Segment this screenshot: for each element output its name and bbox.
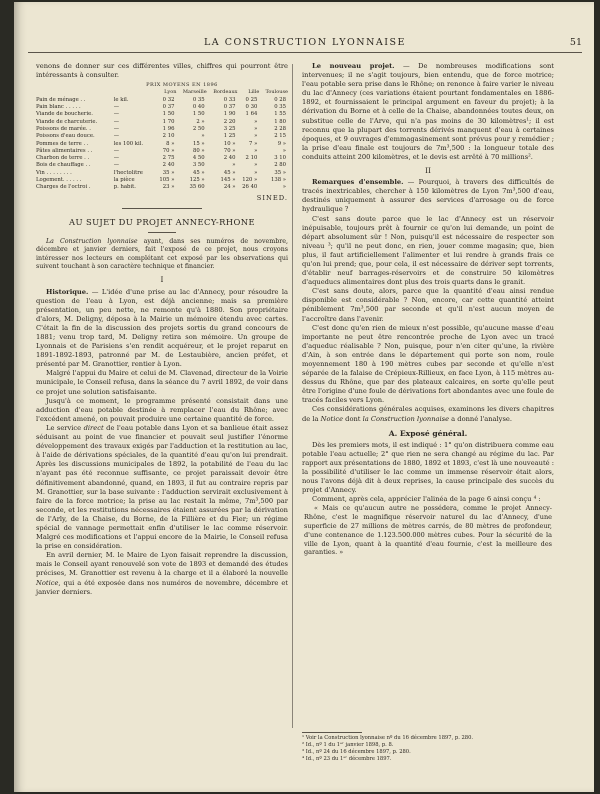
price-table-cell: Viande de boucherie. <box>36 111 93 118</box>
price-table-row <box>36 177 288 184</box>
price-table-cell: » <box>201 133 205 140</box>
price-table-cell: 0 40 <box>192 104 205 111</box>
price-table-cell: 2 40 <box>223 155 236 162</box>
price-table-cell: 1 55 <box>274 111 286 118</box>
footnotes <box>302 735 552 763</box>
price-table-cell: — <box>113 111 120 118</box>
price-table-cell: 35 » <box>162 169 175 176</box>
price-table-cell: 1 70 <box>162 118 175 125</box>
price-table-cell: 2 10 <box>162 133 175 140</box>
price-table-row <box>36 126 288 133</box>
price-table-cell: 0 25 <box>245 96 258 103</box>
paragraph-malgre: Malgré l'appui du Maire et celui de M. Clavenad, directeur de la Voirie municipale, le Conseil refusa, dans la séance du 7 avril 1892, de voir dans ce projet une solution satisfaisante. <box>36 369 288 396</box>
price-table-cell: 1 50 <box>162 111 175 118</box>
price-table-cell: 2 28 <box>274 125 286 132</box>
nouveau-projet-heading: Le nouveau projet. <box>312 62 395 70</box>
price-table-row <box>36 111 288 118</box>
price-table-cell: » <box>254 125 258 132</box>
price-table-row <box>36 155 288 162</box>
price-table-row <box>36 184 288 191</box>
price-table-row <box>36 148 288 155</box>
price-table-cell: 45 » <box>193 169 205 176</box>
price-table-cell: 0 37 <box>162 104 175 111</box>
price-table-cell: — <box>113 118 120 125</box>
price-table-cell: » <box>282 147 286 154</box>
running-header <box>28 36 582 53</box>
price-table-cell: 23 » <box>162 184 175 191</box>
price-table-cell: — <box>113 125 120 132</box>
price-table-cell: 138 » <box>270 177 286 184</box>
price-table-cell: 2 20 <box>223 118 236 125</box>
price-table-cell: 15 » <box>193 140 205 147</box>
price-table-cell: 45 » <box>223 169 236 176</box>
price-table-header <box>36 89 114 96</box>
price-table-row <box>36 170 288 177</box>
price-table-cell: — <box>113 147 120 154</box>
price-table-cell: la pièce <box>113 177 135 184</box>
paragraph-cest-1: C'est sans doute parce que le lac d'Annecy est un réservoir inépuisable, toujours prêt à fournir ce qu'on lui demande, un point de départ absolument sûr ! Non, puisqu'il est nécessaire de respecter son niveau ³; qu'il ne peut donc, en rien, jouer comme magasin; que, bien plus, il faut artificiellement l'alimenter et lui rendre à grands frais ce qu'on lui prend; que, pour cela, il est nécessaire de dériver sept torrents, d'établir neuf barrages-réservoirs et de construire 50 kilomètres d'aqueducs alimentaires dont plus des trois quarts dans le granit. <box>302 214 554 287</box>
price-table-row <box>36 162 288 169</box>
price-table-cell: » <box>254 133 258 140</box>
remarques-paragraph: Remarques d'ensemble. — Pourquoi, à travers des difficultés de tracés inextricables, chercher à 150 kilomètres de Lyon 7m³,500 d'eau, destinés uniquement à assurer des services d'arrosage ou de force hydraulique ? <box>302 178 554 214</box>
price-table-cell: 2 » <box>196 118 205 125</box>
footnote-3: ³ Id., nº 24 du 16 décembre 1897, p. 280. <box>302 749 411 755</box>
section-title: AU SUJET DU PROJET ANNECY-RHONE <box>69 216 255 227</box>
price-table-header: Bordeaux <box>213 89 238 96</box>
price-table-row <box>36 97 288 104</box>
intro-paragraph: venons de donner sur ces différentes villes, chiffres qui pourront être intéressants à consulter. <box>36 62 288 80</box>
price-table <box>36 82 288 191</box>
price-table-cell: Viande de charcuterie. <box>36 118 98 125</box>
price-table-cell: 0 35 <box>274 104 286 111</box>
price-table-cell: 1 64 <box>245 111 258 118</box>
paragraph-comment: Comment, après cela, apprécier l'alinéa de la page 6 ainsi conçu ⁴ : <box>312 495 541 504</box>
editorial-intro: La Construction lyonnaise ayant, dans ses numéros de novembre, décembre et janvier derniers, fait l'exposé de ce projet, nous croyons intéresser nos lecteurs en complétant cet exposé par les observations qui suivent touchant à son caractère technique et financier. <box>36 237 288 271</box>
price-table-cell: 2 75 <box>162 155 175 162</box>
price-table-cell: 1 50 <box>192 111 205 118</box>
paragraph-avril: En avril dernier, M. le Maire de Lyon faisait reprendre la discussion, mais le Conseil ayant renouvelé son vote de 1893 et demandé des études précises, M. Granottier est revenu à la charge et il a élaboré la nouvelle Notice, qui a été exposée dans nos numéros de novembre, décembre et janvier derniers. <box>36 551 288 596</box>
price-table-cell: 0 32 <box>162 96 175 103</box>
price-table-cell: 7 » <box>249 140 258 147</box>
left-column <box>36 62 288 597</box>
historique-paragraph: Historique. — L'idée d'une prise au lac d'Annecy, pour résoudre la question de l'eau à Lyon, est déjà ancienne; mais sa première présentation, un peu nette, ne remonte qu'à 1880. Son propriétaire d'alors, M. Deligny, déposa à la Mairie un mémoire étendu avec cartes. C'était la fin de la discussion des projets sortis du grand concours de 1881; venu trop tard, M. Deligny retira son mémoire. Un groupe de Lyonnais et de Parisiens s'en rendit acquéreur, et le projet reparut en 1891-1892-1893, patronné par M. de Lestaubière, ancien préfet, et présenté par M. Granottier, rentier à Lyon. <box>36 287 288 369</box>
price-table-row <box>36 141 288 148</box>
price-table-cell: » <box>282 184 286 191</box>
price-table-cell: 35 » <box>274 169 286 176</box>
price-table-cell: — <box>113 155 120 162</box>
price-table-cell: 3 10 <box>274 155 286 162</box>
price-table-cell: p. habit. <box>113 184 136 191</box>
section-rule-short <box>148 232 176 233</box>
roman-numeral-i: I <box>160 275 164 285</box>
price-table-cell: 4 50 <box>192 155 205 162</box>
section-rule <box>122 208 202 209</box>
price-table-cell: 26 40 <box>242 184 258 191</box>
price-table-cell: 2 50 <box>192 125 205 132</box>
price-table-cell: » <box>254 162 258 169</box>
price-table-cell: Pain blanc . . . . . <box>36 104 81 111</box>
price-table-cell: 0 30 <box>245 104 258 111</box>
price-table-cell: » <box>254 169 258 176</box>
paragraph-jusqua: Jusqu'à ce moment, le programme présenté consistait dans une adduction d'eau potable destinée à remplacer l'eau du Rhône; avec l'excédent amené, on pouvait produire une certaine quantité de force. <box>36 396 288 423</box>
price-table-cell: 0 33 <box>223 96 236 103</box>
journal-name: La Construction lyonnaise <box>46 237 138 245</box>
price-table-cell: 2 10 <box>245 155 258 162</box>
paragraph-service: Le service direct de l'eau potable dans Lyon et sa banlieue était assez séduisant au point de vue financier et pouvait seul justifier l'énorme développement des travaux exigés par l'adduction et la restitution au lac, à l'aide de dérivations spéciales, de la quantité d'eau qu'on lui prendrait. Après les discussions municipales de 1892, la potabilité de l'eau du lac n'ayant pas été reconnue suffisante, ce projet paraissait devoir être définitivement abandonné, quand, en 1893, il fut au contraire repris par M. Granottier, sur la base suivante : l'adduction servirait exclusivement à faire de la force motrice; la prise au lac restait la même, 7m³,500 par seconde, et les restitutions nécessaires étaient assurées par la dérivation de l'Arly, de la Chaise, du Borne, de la Fillière et du Fier; un régime spécial de vannage permettait enfin d'utiliser le lac comme réservoir. Malgré ces modifications et l'appui encore de la Mairie, le Conseil refusa la prise en considération. <box>36 423 288 551</box>
price-table-cell: 70 » <box>162 147 175 154</box>
price-table-cell: l'hectolitre <box>113 169 143 176</box>
price-table-cell: Pain de ménage . . <box>36 96 86 103</box>
footnote-1: ¹ Voir la Construction lyonnaise nº du 16 décembre 1897, p. 280. <box>302 735 474 741</box>
price-table-cell: 70 » <box>223 147 236 154</box>
expose-general-heading: A. Exposé général. <box>388 428 468 438</box>
paragraph-des: Dès les premiers mots, il est indiqué : 1° qu'on distribuera comme eau potable l'eau actuelle; 2° que rien ne sera changé au régime du lac. Par rapport aux présentations de 1880, 1892 et 1893, c'est là une nouveauté : la possibilité d'utiliser le lac comme un immense réservoir était alors, nous l'avons déjà dit à deux reprises, la cause principale des succès du projet d'Annecy. <box>302 440 554 495</box>
signature: SINED. <box>256 193 288 202</box>
price-table-cell: 2 40 <box>162 162 175 169</box>
price-table-cell: 3 50 <box>192 162 205 169</box>
nouveau-projet-paragraph: Le nouveau projet. — De nombreuses modifications sont intervenues; il ne s'agit toujours, bien entendu, que de force motrice; l'eau potable sera prise dans le Rhône; on renonce à faire varier le niveau du lac d'Annecy (ces variations étaient pourtant fondamentales en 1886-1892, et fournissaient le principal argument en faveur du projet); à la dérivation du Borne et à celle de la Chaise, abandonnées toutes deux, on substitue celle de l'Arve, qui n'a pas moins de 30 kilomètres¹; il est reconnu que la plupart des torrents dérivés manquent d'eau à certaines époques, et 9 ouvrages d'emmagasinement sont prévus pour y remédier ; la prise d'eau finale est toujours de 7m³,500 : la longueur totale des conduits atteint 200 kilomètres, et le devis est arrêté à 70 millions². <box>302 62 554 161</box>
page-number: 51 <box>569 37 582 48</box>
price-table-cell: 24 » <box>223 184 236 191</box>
price-table-cell: » <box>254 147 258 154</box>
price-table-cell: 2 15 <box>274 133 286 140</box>
price-table-cell: Poissons de marée. . <box>36 125 91 132</box>
price-table-cell: 1 96 <box>162 125 175 132</box>
price-table-cell: 105 » <box>159 177 175 184</box>
price-table-cell: — <box>113 104 120 111</box>
price-table-cell: 125 » <box>189 177 205 184</box>
price-table-header: Lille <box>248 89 260 96</box>
paragraph-ces: Ces considérations générales acquises, examinons les divers chapitres de la Notice dont la Construction lyonnaise a donné l'analyse. <box>302 405 554 423</box>
price-table-cell: — <box>113 162 120 169</box>
paragraph-cest-2: C'est sans doute, alors, parce que la quantité d'eau ainsi rendue disponible est considérable ? Non, encore, car cette quantité atteint péniblement 7m³,500 par seconde et qu'il n'est aucun moyen de l'accroître dans l'avenir. <box>302 287 554 323</box>
price-table-header: Marseille <box>182 89 207 96</box>
price-table-cell: Vin . . . . . . . . <box>36 169 72 176</box>
price-table-header: Lyon <box>164 89 177 96</box>
price-table-cell: 80 » <box>193 147 205 154</box>
price-table-cell: Poissons d'eau douce. <box>36 133 95 140</box>
price-table-cell: 9 » <box>277 140 286 147</box>
price-table-cell: 0 37 <box>223 104 236 111</box>
price-table-cell: 120 » <box>242 177 258 184</box>
price-table-cell: 2 80 <box>274 162 286 169</box>
price-table-cell: — <box>113 133 120 140</box>
price-table-header <box>114 89 155 96</box>
price-table-cell: » <box>254 118 258 125</box>
price-table-cell: le kil. <box>113 96 129 103</box>
price-table-cell: 0 28 <box>274 96 286 103</box>
price-table-cell: Pommes de terre . . <box>36 140 89 147</box>
price-table-caption: PRIX MOYENS EN 1896 <box>146 82 218 89</box>
price-table-row <box>36 133 288 140</box>
price-table-header: Toulouse <box>265 89 288 96</box>
footnote-rule <box>302 732 362 733</box>
journal-title: LA CONSTRUCTION LYONNAISE <box>204 37 406 48</box>
column-divider <box>292 64 293 728</box>
quotation: « Mais ce qu'aucun autre ne possédera, comme le projet Annecy-Rhône, c'est le magnifique réservoir naturel du lac d'Annecy, d'une superficie de 27 millions de mètres carrés, de 80 mètres de profondeur, d'une contenance de 1.123.500.000 mètres cubes. Pour la sécurité de la ville de Lyon, quant à la quantité d'eau fournie, c'est la meilleure des garanties. » <box>304 504 552 557</box>
page <box>14 2 594 792</box>
price-table-cell: » <box>232 162 236 169</box>
price-table-cell: 0 35 <box>192 96 205 103</box>
price-table-row <box>36 104 288 111</box>
roman-numeral-ii: II <box>425 166 431 176</box>
price-table-cell: Charbon de terre . . <box>36 155 90 162</box>
footnote-2: ² Id., nº 1 du 1ᵉʳ janvier 1898, p. 8. <box>302 742 394 748</box>
price-table-cell: 8 » <box>166 140 175 147</box>
price-table-cell: Charges de l'octroi . <box>36 184 91 191</box>
price-table-cell: Pâtes alimentaires . . <box>36 147 93 154</box>
price-table-cell: 3 25 <box>223 125 236 132</box>
historique-heading: Historique. <box>46 287 89 296</box>
price-table-cell: 145 » <box>220 177 236 184</box>
paragraph-cest-3: C'est donc qu'en rien de mieux n'est possible, qu'aucune masse d'eau importante ne peut être rencontrée proche de Lyon avec un tracé d'aqueduc réalisable ? Non, puisque, pour n'en citer qu'une, la rivière d'Ain, à son entrée dans le département qui porte son nom, roule moyennement 180 à 190 mètres cubes par seconde et qu'elle n'est séparée de la falaise de Crépieux-Rillieux, en face Lyon, à 115 mètres au-dessus du Rhône, que par des plateaux calcaires, en sorte qu'elle peut être l'origine d'une foule de dérivations fort abondantes avec une foule de tracés faciles vers Lyon. <box>302 323 554 405</box>
remarques-heading: Remarques d'ensemble. <box>312 178 404 187</box>
price-table-cell: 1 80 <box>274 118 286 125</box>
price-table-cell: 1 25 <box>223 133 236 140</box>
price-table-cell: 10 » <box>223 140 236 147</box>
price-table-cell: Logement. . . . . . <box>36 177 82 184</box>
price-table-row <box>36 119 288 126</box>
price-table-cell: Bois de chauffage . . <box>36 162 91 169</box>
footnote-4: ⁴ Id., nº 23 du 1ᵉʳ décembre 1897. <box>302 756 392 762</box>
price-table-cell: 1 90 <box>223 111 236 118</box>
price-table-cell: 35 60 <box>189 184 205 191</box>
right-column <box>302 62 554 557</box>
price-table-cell: les 100 kil. <box>113 140 144 147</box>
